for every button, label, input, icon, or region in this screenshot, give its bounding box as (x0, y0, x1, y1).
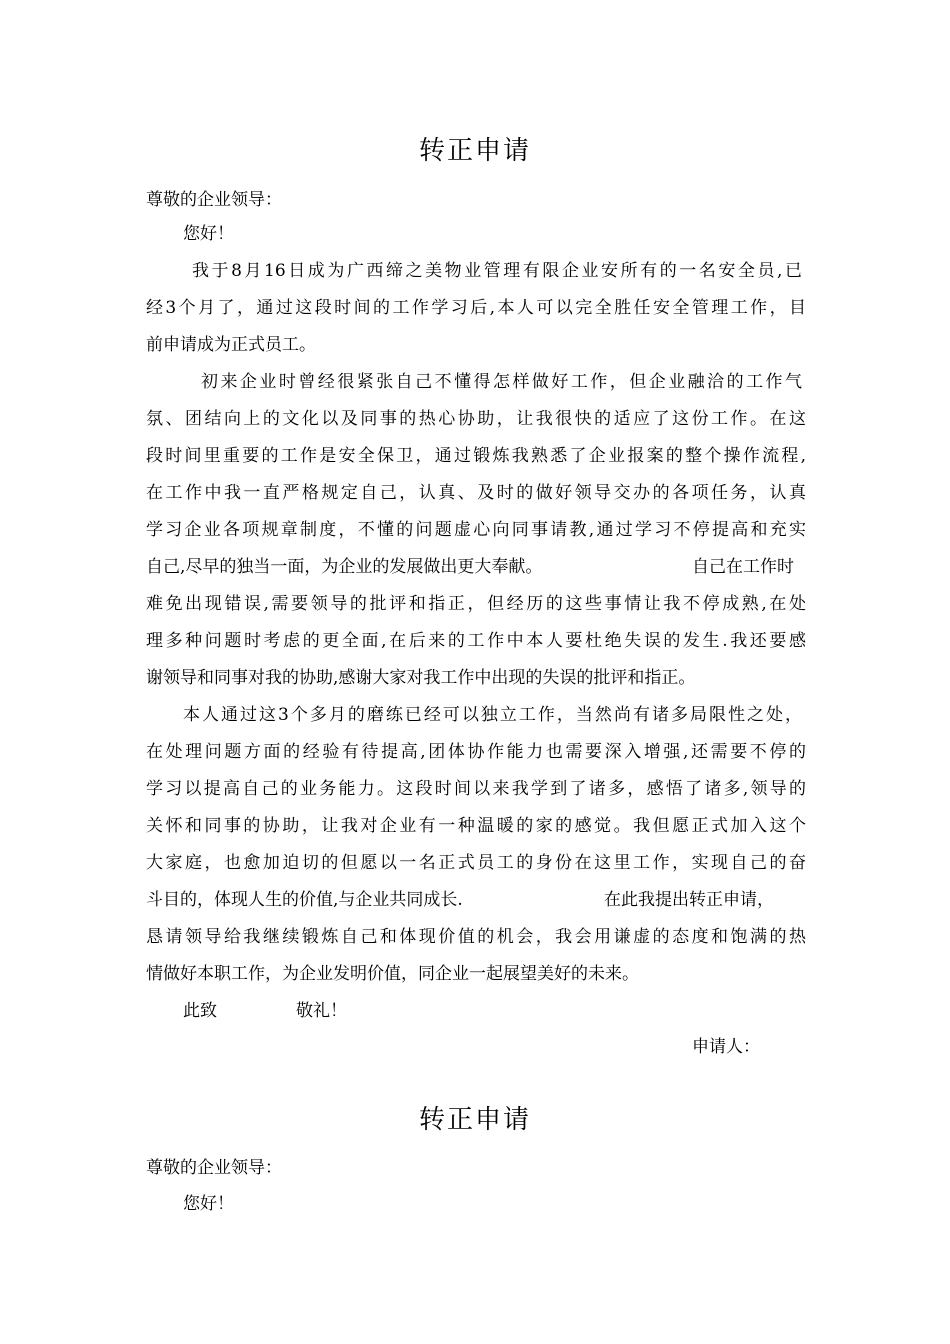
paragraph-line: 自己,尽早的独当一面，为企业的发展做出更大奉献。 (146, 557, 543, 577)
paragraph-line: 在处理问题方面的经验有待提高,团体协作能力也需要深入增强,还需要不停的 (146, 742, 806, 762)
paragraph-line: 大家庭，也愈加迫切的但愿以一名正式员工的身份在这里工作，实现自己的奋 (146, 853, 806, 873)
salutation: 尊敬的企业领导： (146, 1158, 282, 1178)
paragraph-line: 本人通过这3个多月的磨练已经可以独立工作，当然尚有诸多局限性之处， (183, 705, 802, 725)
paragraph-line: 经3个月了，通过这段时间的工作学习后,本人可以完全胜任安全管理工作，目 (146, 298, 806, 318)
closing-text: 此致 (183, 1001, 217, 1021)
paragraph-line: 氛、团结向上的文化以及同事的热心协助，让我很快的适应了这份工作。在这 (146, 409, 806, 429)
page-title: 转正申请 (418, 1105, 531, 1135)
paragraph-line: 斗目的，体现人生的价值,与企业共同成长. (146, 890, 463, 910)
paragraph-line: 在此我提出转正申请， (604, 890, 774, 910)
paragraph-line: 理多种问题时考虑的更全面,在后来的工作中本人要杜绝失误的发生.我还要感 (146, 631, 806, 651)
paragraph-line: 恳请领导给我继续锻炼自己和体现价值的机会，我会用谦虚的态度和饱满的热 (146, 927, 806, 947)
paragraph-line: 自己在工作时 (692, 557, 794, 577)
paragraph-line: 情做好本职工作，为企业发明价值，同企业一起展望美好的未来。 (146, 964, 639, 984)
salutation: 尊敬的企业领导： (146, 190, 282, 210)
paragraph-line: 难免出现错误,需要领导的批评和指正，但经历的这些事情让我不停成熟,在处 (146, 594, 806, 614)
paragraph-line: 段时间里重要的工作是安全保卫，通过锻炼我熟悉了企业报案的整个操作流程, (146, 446, 806, 466)
closing-text: 敬礼！ (296, 1001, 347, 1021)
page-title: 转正申请 (418, 136, 531, 166)
paragraph-line: 在工作中我一直严格规定自己，认真、及时的做好领导交办的各项任务，认真 (146, 483, 806, 503)
paragraph-line: 我于8月16日成为广西缔之美物业管理有限企业安所有的一名安全员,已 (192, 261, 802, 281)
paragraph-line: 初来企业时曾经很紧张自己不懂得怎样做好工作，但企业融洽的工作气 (201, 372, 802, 392)
signature-label: 申请人： (692, 1037, 760, 1057)
paragraph-line: 前申请成为正式员工。 (146, 335, 316, 355)
greeting: 您好！ (183, 224, 234, 244)
greeting: 您好！ (183, 1194, 234, 1214)
paragraph-line: 谢领导和同事对我的协助,感谢大家对我工作中出现的失误的批评和指正。 (146, 668, 696, 688)
paragraph-line: 关怀和同事的协助，让我对企业有一种温暖的家的感觉。我但愿正式加入这个 (146, 816, 806, 836)
paragraph-line: 学习企业各项规章制度，不懂的问题虚心向同事请教,通过学习不停提高和充实 (146, 520, 806, 540)
paragraph-line: 学习以提高自己的业务能力。这段时间以来我学到了诸多，感悟了诸多,领导的 (146, 779, 806, 799)
